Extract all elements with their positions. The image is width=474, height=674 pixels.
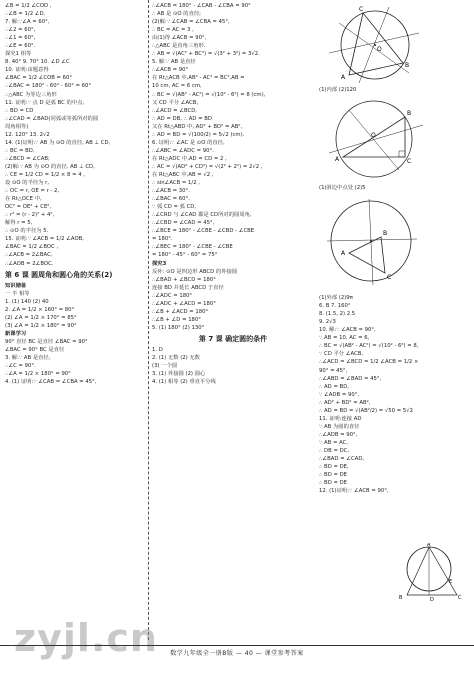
answer-line: ∴∠BAD = ∠CAD,	[319, 456, 365, 463]
answer-line: ∴∠ABC = ∠ADC = 90°.	[152, 147, 214, 154]
answer-line: ∴ ⊙O 的半径为 5.	[5, 228, 49, 235]
answer-line: ∴ BD = CD	[5, 107, 34, 114]
fig1-label-o: O	[377, 46, 382, 53]
answer-line: 11. 证明:∵ 点 D 是弧 BC 的中点,	[5, 99, 85, 106]
answer-line: ∴∠2 = 60°,	[5, 27, 36, 34]
fig4-label-d: D	[430, 597, 434, 603]
answer-line: ∴ r² = (r - 2)² + 4²,	[5, 212, 55, 219]
fig1-label-a: A	[341, 74, 346, 81]
answer-line: 连接 BD 并延长 ABCD 于直径	[152, 284, 224, 291]
figure-right-triangle-circle	[319, 95, 429, 183]
answer-line: ∴ OC = r, OE = r - 2,	[5, 188, 60, 195]
footer-rule	[0, 645, 474, 646]
fig2-label-a: A	[335, 156, 340, 164]
answer-line: ∴∠BAC = 60°.	[152, 196, 190, 203]
answer-line: 2. ∠A = 1/2 × 160° = 80°	[5, 306, 75, 313]
answer-line: ∴∠ABD = ∠BAD = 45°,	[319, 375, 382, 382]
answer-line: ∵ CD 平分 ∠ACB,	[319, 351, 364, 358]
answer-line: 12. 120° 13. 2√2	[5, 131, 50, 138]
answer-line: 周角相等)	[5, 123, 29, 130]
column-left	[5, 2, 147, 386]
answer-line: 在 Rt△OCE 中,	[5, 196, 42, 203]
fig4-label-e: E	[449, 579, 453, 585]
answer-line: ∴∠BCD = ∠CAB;	[5, 155, 50, 162]
fig1-caption: (1)内部 (2)120	[319, 87, 357, 93]
figure-isosceles-circle	[397, 543, 467, 603]
answer-line: 8. (1.5, 2) 2.5	[319, 311, 356, 318]
answer-line: (2)解:∵ ∠CAB = ∠CBA = 45°,	[152, 19, 230, 26]
answer-line: ∴∠CRD 与 ∠CAD 都是 CD所对的圆周角,	[152, 212, 252, 219]
answer-line: (3) 一个圆	[152, 363, 178, 370]
fig3-caption: (1)外部 (2)9π	[319, 295, 353, 302]
lesson7-title: 第 7 课 确定圆的条件	[198, 334, 268, 343]
answer-line: 设 ⊙O 的半径为 r,	[5, 180, 50, 187]
answer-line: 2. (1) 无数 (2) 无数	[152, 354, 200, 361]
answer-line: ∴∠BCE = 180° - ∠CBE - ∠CBD - ∠CBE	[152, 228, 255, 235]
answer-line: = 180° - 45° - 60° = 75°	[152, 252, 218, 259]
section-knowledge: 知识储备	[5, 282, 27, 289]
answer-line: ∴∠ACB = 180° - ∠CAB - ∠CBA = 90°	[152, 3, 251, 9]
answer-line: ∴ AD = BD = √(AB²/2) = √50 = 5√2	[319, 407, 413, 414]
answer-line: ∴ AB 是 ⊙O 的直径;	[152, 11, 201, 18]
answer-line: 10 cm, AC = 6 cm,	[152, 83, 202, 90]
answer-line: ∴ BC = AC = 3 ,	[152, 27, 194, 34]
answer-line: 90° 直径 BC 是直径 ∠BAC = 90°	[5, 338, 88, 345]
answer-line: ∴△ABC 为等边三角形	[5, 91, 57, 98]
answer-line: 1. D	[152, 346, 163, 353]
answer-line: ∴∠B + ∠ACD = 180°	[152, 308, 209, 315]
answer-line: 在 Rt△ADC 中,AD = CD = 2 ,	[152, 155, 227, 162]
answer-line: 15. 证明:∵ ∠ACB = 1/2 ∠AOB,	[5, 236, 84, 243]
answer-line: 解得 r = 5,	[5, 220, 33, 227]
answer-line: 12. (1)证明:∵ ∠ACB = 90°,	[319, 488, 389, 495]
col2-answers-b	[152, 268, 314, 332]
answer-line: ∴ BC = BD.	[5, 147, 35, 154]
answer-line: 7. 解:∵∠A = 60°,	[5, 19, 50, 26]
answer-line: ∴∠ACB = 30°.	[152, 188, 190, 195]
answer-line: ∴∠E = 60°.	[5, 43, 36, 50]
answer-line: ∴ sin∠ACB = 1/2 ,	[152, 180, 200, 187]
answer-line: ∴∠ACB = 2∠BAC,	[5, 252, 53, 259]
fig3-label-c: C	[387, 274, 392, 282]
answer-line: ∴ DB = DC,	[319, 447, 350, 454]
answer-line: ∵ ∠ADB = 90°,	[319, 391, 360, 398]
answer-line: (2) ∠A = 1/2 × 170° = 85°	[5, 314, 77, 321]
answer-line: 6. B 7. 160°	[319, 303, 351, 310]
answer-line: 一 半 相等	[5, 290, 30, 297]
answer-line: ∵ AB = AC,	[319, 439, 349, 446]
answer-line: 3. (1) 外接圆 (2) 圆心	[152, 371, 206, 378]
answer-line: 又在 Rt△ABD 中, AD² + BD² = AB²,	[152, 123, 243, 130]
answer-line: 4. (1) 证明:∵ ∠CAB = ∠CBA = 45°,	[5, 379, 97, 386]
answer-line: = 180°.	[152, 236, 173, 243]
answer-line: OC² = OE² + CE²,	[5, 204, 52, 211]
answer-line: ∴∠ADB = 90°,	[319, 431, 358, 438]
answer-line: ∴∠1 = 60°,	[5, 35, 36, 42]
answer-line: ∵ AB 为圆的直径	[319, 423, 360, 430]
answer-line: 5. (1) 180° (2) 130°	[152, 324, 205, 331]
answer-line: ∴ AD = DB, ∴ AD = BD	[152, 115, 212, 122]
lesson6-title: 第 6 课 圆周角和圆心角的关系(2)	[5, 270, 113, 279]
fig1-label-c: C	[359, 6, 364, 13]
answer-line: ∴∠A = 1/2 × 180° = 90°	[5, 371, 71, 378]
answer-line: ∴ BD = DE	[319, 480, 347, 487]
answer-line: 在 Rt△ACB 中,AB² - AC² = BC²,AB =	[152, 75, 245, 82]
col2-answers-a	[152, 2, 314, 260]
answer-line: ∴△ABC 是直角三角形.	[152, 43, 206, 50]
answer-line: ∴∠ADC + ∠ACD = 180°	[152, 300, 216, 307]
answer-line: 3. 解:∵ AB 是直径,	[5, 354, 51, 361]
answer-line: ∴∠BAD + ∠BCD = 180°	[152, 276, 216, 283]
answer-line: 由(1)得 ∠ACB = 90°,	[152, 35, 207, 42]
answer-line: ∴ AD = BD,	[319, 383, 349, 390]
answer-line: ∴∠BAC = 180° - 60° - 60° = 60°	[5, 83, 92, 90]
answer-line: ∴∠ACD = ∠BCD = 1/2 ∠ACB = 1/2 ×	[319, 359, 419, 366]
fig2-label-b: B	[407, 110, 412, 118]
answer-line: ∵ 弧 CD = 弧 CD,	[152, 204, 197, 211]
fig1-label-b: B	[405, 62, 410, 69]
answer-line: ∴∠B + ∠D = 180°	[152, 316, 201, 323]
answer-line: ∴∠CBD = ∠CAD = 45°,	[152, 220, 215, 227]
answer-line: ∴∠ACD = ∠BCD,	[152, 107, 197, 114]
answer-line: (3) ∠A = 1/2 × 180° = 90°	[5, 322, 77, 329]
answer-line: 1. (1) 140 (2) 40	[5, 298, 49, 305]
answer-line: ∴ CE = 1/2 CD = 1/2 × 8 = 4 ,	[5, 171, 85, 178]
answer-line: ∴∠BEC = 180° - ∠CBE - ∠CBE	[152, 244, 233, 251]
answer-line: 10. 证明:由题意得	[5, 67, 49, 74]
answer-line: 9. 2√3	[319, 319, 336, 326]
explore-3-label: 探究3	[152, 260, 167, 267]
answer-line: ∴ BC = √(AB² - AC²) = √(10² - 6²) = 8,	[319, 343, 419, 350]
lesson6-post-answers	[5, 338, 147, 386]
column-right	[319, 2, 471, 603]
answer-line: 又 CD 平分 ∠ACB,	[152, 99, 199, 106]
answer-line: ∴ BD = DE,	[319, 464, 349, 471]
answer-line: 14. (1)证明:∵ AB 为 ⊙O 的直径, AB ⊥ CD,	[5, 139, 111, 146]
fig4-label-a: A	[427, 543, 431, 548]
answer-line: ∴ AD² + BD² = AB²,	[319, 399, 371, 406]
answer-line: 11. 证明:连接 AD	[319, 415, 362, 422]
page-footer: 数学九年级全一册B版 — 40 — 课堂参考答案	[170, 650, 304, 657]
answer-line: ∴ AB = √(AC² + BC²) = √(3² + 3²) = 3√2.	[152, 51, 260, 58]
answer-line: ∠B = 1/2 ∠COD ,	[5, 3, 52, 9]
column-divider	[148, 0, 149, 640]
answer-line: ∴ BC = √(AB² - AC²) = √(10² - 6²) = 8 (cm),	[152, 91, 266, 98]
answer-line: ∴ BD = DE	[319, 472, 347, 479]
figure-obtuse-triangle-circle	[319, 193, 429, 293]
section-new-lesson: 新课学习	[5, 330, 27, 337]
fig2-caption: (1)斜边中点处 (2)5	[319, 185, 366, 192]
answer-line: ∴∠ACB = 90°	[152, 67, 189, 74]
col1-answers	[5, 2, 147, 268]
answer-line: 90° = 45°,	[319, 367, 348, 374]
answer-line: ∴∠CAD = ∠BAD(同弧或等弧所对的圆	[5, 115, 99, 122]
answer-line: ∴∠AOB = 2∠BOC.	[5, 260, 54, 267]
figure-triangle-circle	[319, 3, 429, 85]
answer-line: ∠BAC = 1/2 ∠BOC ,	[5, 244, 59, 251]
lesson6-pre-answers	[5, 290, 147, 330]
answer-line: 4. (1) 相等 (2) 垂直平分线	[152, 379, 216, 386]
column-middle	[152, 2, 314, 386]
answer-line: 8. 40° 9. 70° 10. ∠D ∠C	[5, 59, 70, 66]
answer-line: 10. 解:∵ ∠ACB = 90°,	[319, 327, 376, 334]
answer-line: 在 Rt△ABC 中,AB = √2 ,	[152, 171, 214, 178]
fig2-label-o: O	[371, 132, 376, 140]
answer-line: ∠BAC = 90° BC 是直径	[5, 346, 65, 353]
answer-line: ∵ AB = 10, AC = 6,	[319, 335, 370, 342]
answer-line: ∴∠C = 90°.	[5, 363, 36, 370]
answer-line: 5. 解:∵ AB 是直径	[152, 59, 196, 66]
fig4-label-b: B	[399, 595, 403, 601]
fig3-label-a: A	[341, 250, 346, 258]
answer-line: ∴∠B = 1/2 ∠D.	[5, 11, 46, 18]
answer-line: ∴ AD = BD = √(100/2) = 5√2 (cm).	[152, 131, 245, 138]
answer-line: ∴∠ADC = 180°	[152, 292, 193, 299]
answer-line: ∴ AC = √(AD² + CD²) = √(2² + 2²) = 2√2 ,	[152, 163, 263, 170]
fig2-label-c: C	[407, 158, 412, 166]
fig4-label-c: C	[458, 595, 462, 601]
answer-line: ∠BAC = 1/2 ∠COB = 60°	[5, 75, 73, 82]
col3-answers	[319, 302, 471, 495]
answer-line: 6. 证明:∵ ∠AC 是 ⊙O 的直径,	[152, 139, 225, 146]
answer-line: 探究1 相等	[5, 51, 32, 58]
fig3-label-b: B	[383, 230, 388, 238]
watermark: zyjl.cn	[14, 616, 158, 660]
answer-line: (2)解:∵ AB 为 ⊙O 的直径, AB ⊥ CD,	[5, 163, 95, 170]
answer-line: 反补: ⊙O 是四边形 ABCD 的外接圆	[152, 268, 238, 275]
lesson7-answers	[152, 346, 314, 386]
